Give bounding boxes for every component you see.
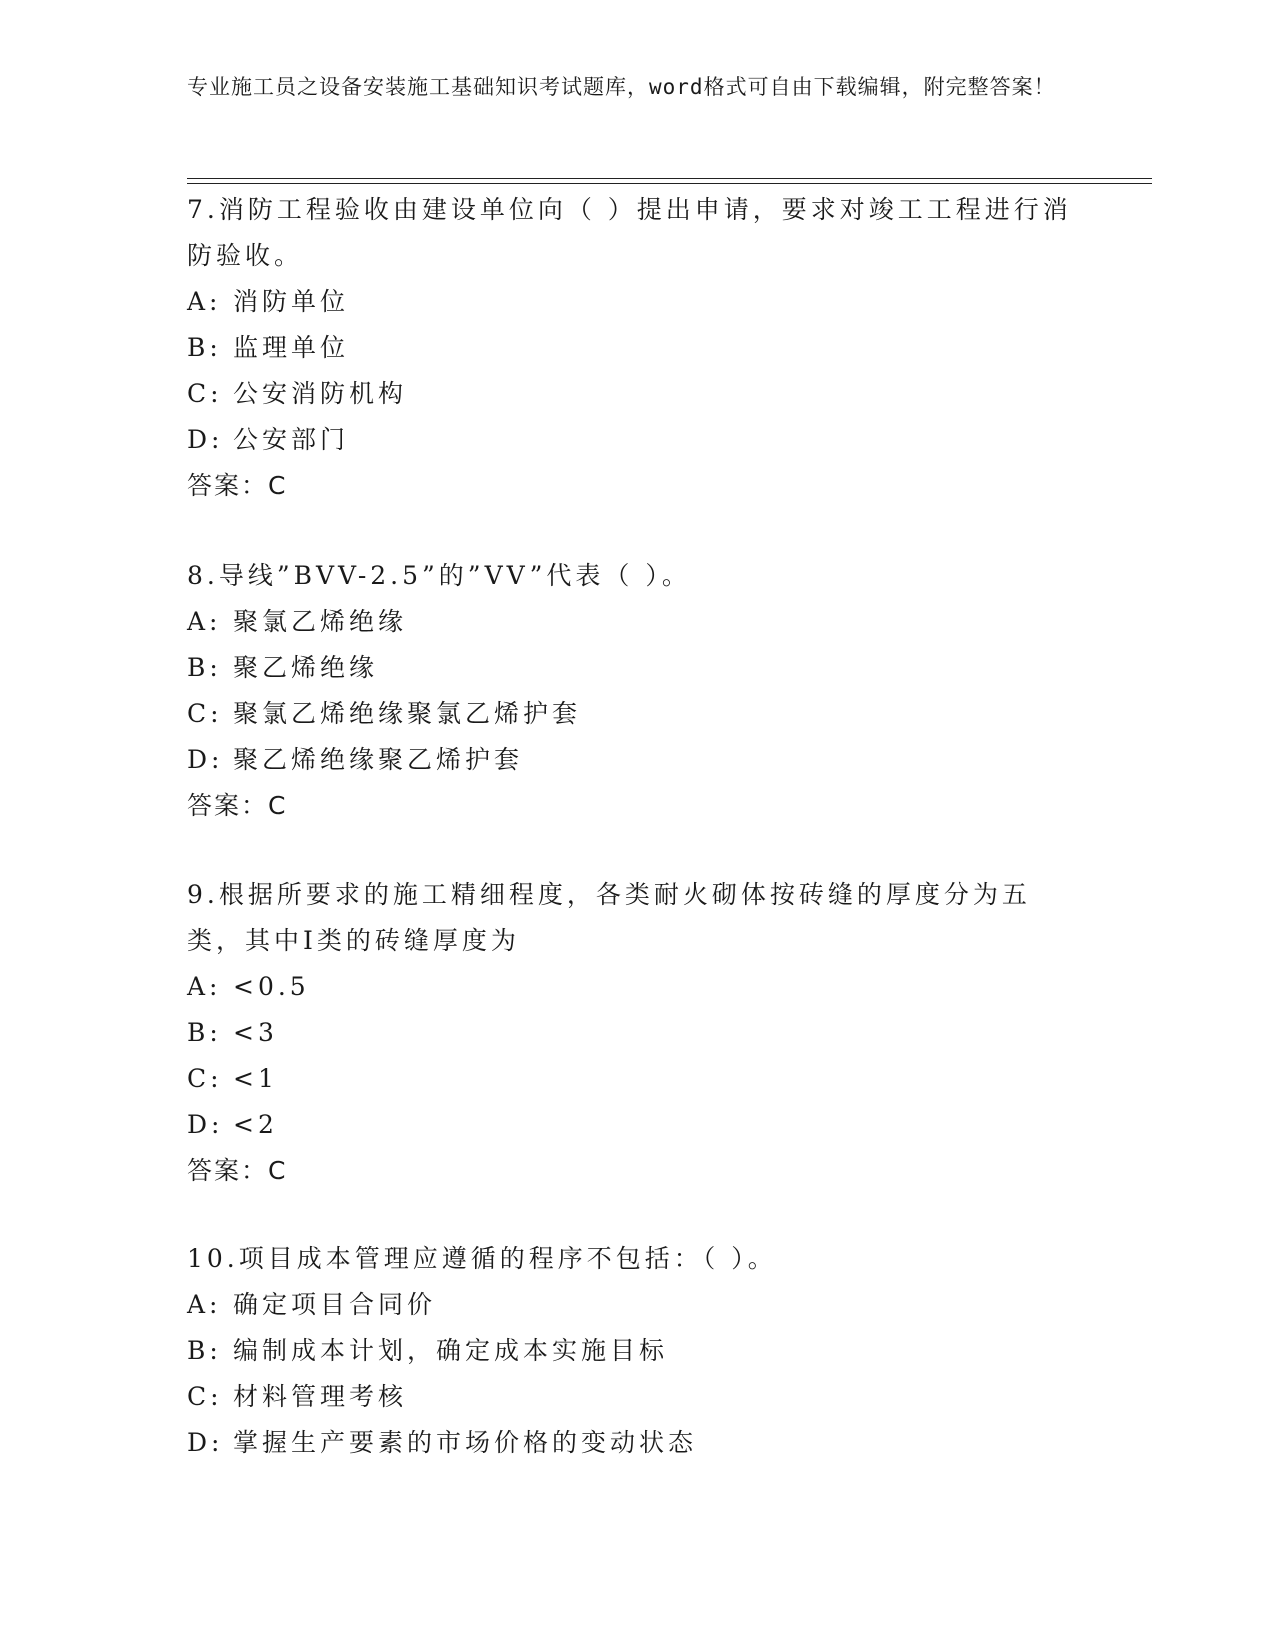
option-text: <2	[233, 1110, 278, 1139]
option-text: 掌握生产要素的市场价格的变动状态	[233, 1428, 698, 1457]
option-key: A:	[187, 287, 222, 316]
option-text: 聚氯乙烯绝缘聚氯乙烯护套	[233, 699, 582, 728]
option-text: 聚氯乙烯绝缘	[233, 607, 408, 636]
option-a	[187, 964, 1087, 1010]
question-stem: 10.项目成本管理应遵循的程序不包括：（ ）。	[187, 1244, 777, 1273]
option-b	[187, 1010, 1087, 1056]
option-text: 确定项目合同价	[233, 1290, 437, 1319]
question-7	[187, 187, 1087, 509]
option-key: A:	[187, 607, 222, 636]
option-key: D:	[187, 1428, 224, 1457]
option-key: B:	[187, 1336, 222, 1365]
header-divider-bottom	[187, 183, 1152, 184]
option-d	[187, 1420, 1087, 1466]
option-c	[187, 1374, 1087, 1420]
answer-line: 答案：C	[187, 1156, 288, 1185]
option-key: A:	[187, 1290, 222, 1319]
option-key: B:	[187, 1018, 222, 1047]
option-key: B:	[187, 653, 222, 682]
question-9	[187, 872, 1087, 1194]
option-key: C:	[187, 379, 223, 408]
option-text: 聚乙烯绝缘	[233, 653, 379, 682]
question-stem: 9.根据所要求的施工精细程度，各类耐火砌体按砖缝的厚度分为五类，其中Ⅰ类的砖缝厚度为	[187, 880, 1031, 955]
option-key: A:	[187, 972, 222, 1001]
option-text: <1	[233, 1064, 278, 1093]
option-text: 聚乙烯绝缘聚乙烯护套	[233, 745, 524, 774]
option-key: B:	[187, 333, 222, 362]
option-b	[187, 645, 1087, 691]
option-text: 监理单位	[233, 333, 350, 362]
answer-line: 答案：C	[187, 471, 288, 500]
option-key: C:	[187, 1064, 223, 1093]
option-text: 公安部门	[233, 425, 350, 454]
option-b	[187, 1328, 1087, 1374]
option-a	[187, 599, 1087, 645]
option-a	[187, 1282, 1087, 1328]
option-text: 消防单位	[233, 287, 350, 316]
question-8	[187, 553, 1087, 829]
question-10	[187, 1236, 1087, 1466]
option-c	[187, 691, 1087, 737]
option-c	[187, 371, 1087, 417]
option-key: D:	[187, 425, 224, 454]
option-text: 编制成本计划，确定成本实施目标	[233, 1336, 669, 1365]
option-text: 材料管理考核	[233, 1382, 408, 1411]
answer-line: 答案：C	[187, 791, 288, 820]
option-d	[187, 1102, 1087, 1148]
option-d	[187, 417, 1087, 463]
question-stem: 8.导线”BVV-2.5”的”VV”代表（ ）。	[187, 561, 691, 590]
option-b	[187, 325, 1087, 371]
option-text: 公安消防机构	[233, 379, 408, 408]
option-key: C:	[187, 1382, 223, 1411]
option-key: D:	[187, 745, 224, 774]
option-c	[187, 1056, 1087, 1102]
option-text: <0.5	[233, 972, 310, 1001]
question-stem: 7.消防工程验收由建设单位向（ ）提出申请，要求对竣工工程进行消防验收。	[187, 195, 1072, 270]
option-a	[187, 279, 1087, 325]
option-text: <3	[233, 1018, 278, 1047]
option-key: C:	[187, 699, 223, 728]
header-divider-top	[187, 178, 1152, 179]
option-d	[187, 737, 1087, 783]
option-key: D:	[187, 1110, 224, 1139]
document-header: 专业施工员之设备安装施工基础知识考试题库，word格式可自由下载编辑，附完整答案！	[187, 75, 1056, 99]
